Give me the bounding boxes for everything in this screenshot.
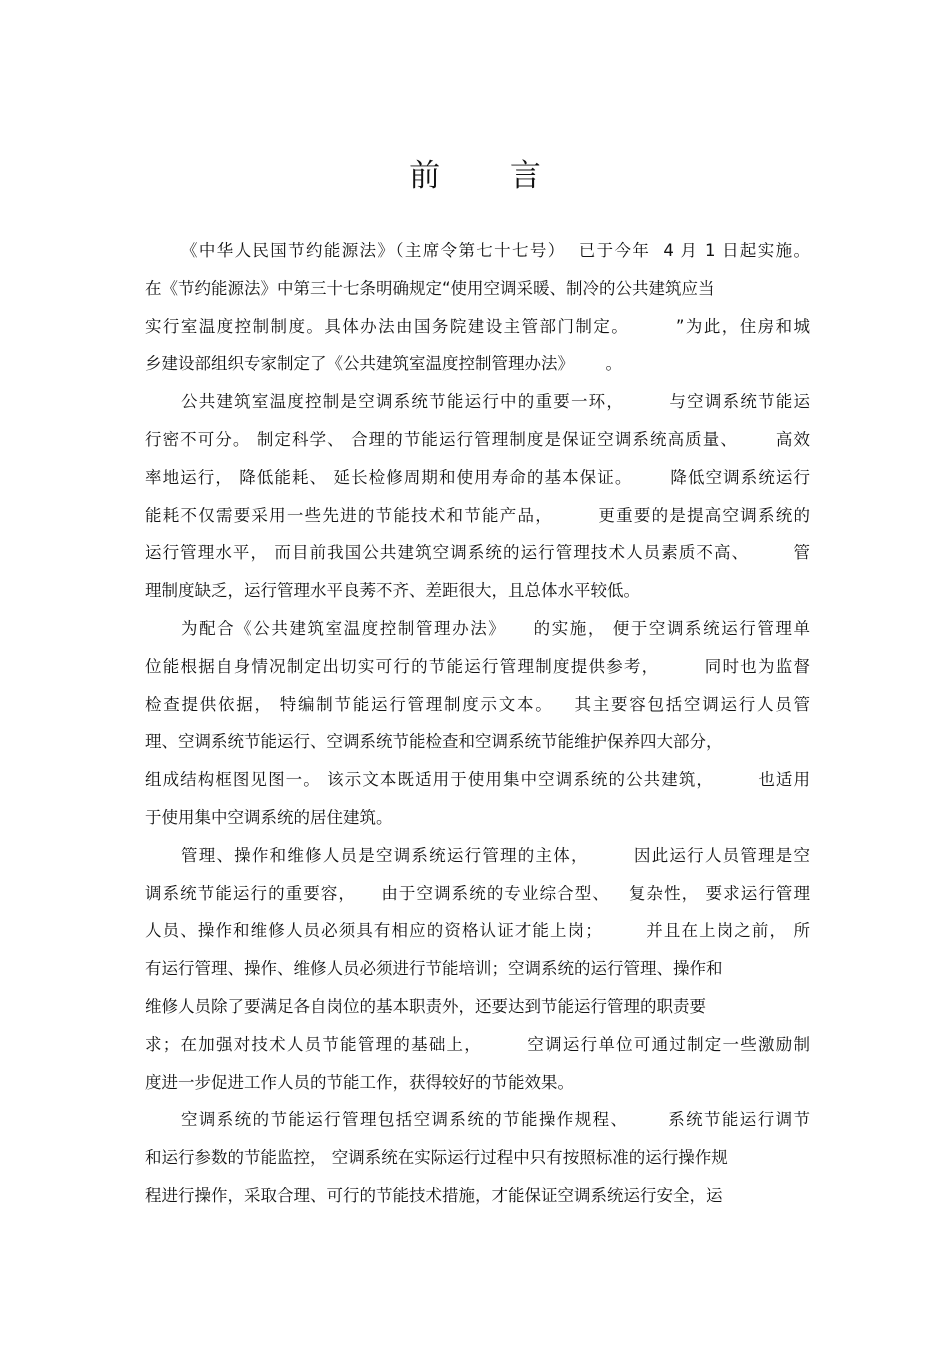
text-line: 实行室温度控制制度。具体办法由国务院建设主管部门制定。 ”为此，住房和城: [145, 316, 810, 336]
text-line: 能耗不仅需要采用一些先进的节能技术和节能产品， 更重要的是提高空调系统的: [145, 505, 810, 525]
text-line: 为配合《公共建筑室温度控制管理办法》 的实施， 便于空调系统运行管理单: [181, 619, 810, 638]
text-line: 程进行操作，采取合理、可行的节能技术措施，才能保证空调系统运行安全，运: [145, 1186, 723, 1205]
text-line: 理制度缺乏，运行管理水平良莠不齐、差距很大，且总体水平较低。: [145, 581, 640, 601]
page-title: 前 言: [409, 158, 571, 194]
text-line: 有运行管理、操作、维修人员必须进行节能培训；空调系统的运行管理、操作和: [145, 959, 723, 979]
text-line: 乡建设部组织专家制定了《公共建筑室温度控制管理办法》 。: [145, 354, 622, 374]
text-line: 在《节约能源法》中第三十七条明确规定“使用空调采暖、制冷的公共建筑应当: [145, 278, 715, 298]
text-line: 率地运行， 降低能耗、 延长检修周期和使用寿命的基本保证。 降低空调系统运行: [145, 467, 810, 487]
text-line: 检查提供依据， 特编制节能运行管理制度示文本。 其主要容包括空调运行人员管: [145, 694, 810, 714]
text-line: 管理、操作和维修人员是空调系统运行管理的主体， 因此运行人员管理是空: [181, 845, 810, 865]
text-line: 组成结构框图见图一。 该示文本既适用于使用集中空调系统的公共建筑， 也适用: [145, 770, 810, 790]
text-line: 维修人员除了要满足各自岗位的基本职责外，还要达到节能运行管理的职责要: [145, 997, 706, 1016]
text-line: 度进一步促进工作人员的节能工作，获得较好的节能效果。: [145, 1072, 574, 1092]
text-line: 理、空调系统节能运行、空调系统节能检查和空调系统节能维护保养四大部分，: [145, 732, 723, 752]
text-line: 和运行参数的节能监控， 空调系统在实际运行过程中只有按照标准的运行操作规: [145, 1148, 728, 1168]
text-line: 行密不可分。 制定科学、 合理的节能运行管理制度是保证空调系统高质量、 高效: [145, 430, 810, 449]
text-line: 于使用集中空调系统的居住建筑。: [145, 808, 393, 827]
text-line: 运行管理水平， 而目前我国公共建筑空调系统的运行管理技术人员素质不高、 管: [145, 543, 810, 563]
text-line: 调系统节能运行的重要容， 由于空调系统的专业综合型、 复杂性， 要求运行管理: [145, 883, 810, 903]
text-line: 空调系统的节能运行管理包括空调系统的节能操作规程、 系统节能运行调节: [181, 1110, 810, 1130]
text-line: 求；在加强对技术人员节能管理的基础上， 空调运行单位可通过制定一些激励制: [145, 1034, 810, 1054]
text-line: 位能根据自身情况制定出切实可行的节能运行管理制度提供参考， 同时也为监督: [145, 656, 810, 676]
text-line: 公共建筑室温度控制是空调系统节能运行中的重要一环， 与空调系统节能运: [181, 392, 810, 412]
text-line: 人员、操作和维修人员必须具有相应的资格认证才能上岗； 并且在上岗之前， 所: [145, 921, 810, 941]
text-line: 《中华人民国节约能源法》（主席令第七十七号） 已于今年 4 月 1 日起实施。: [181, 241, 810, 260]
